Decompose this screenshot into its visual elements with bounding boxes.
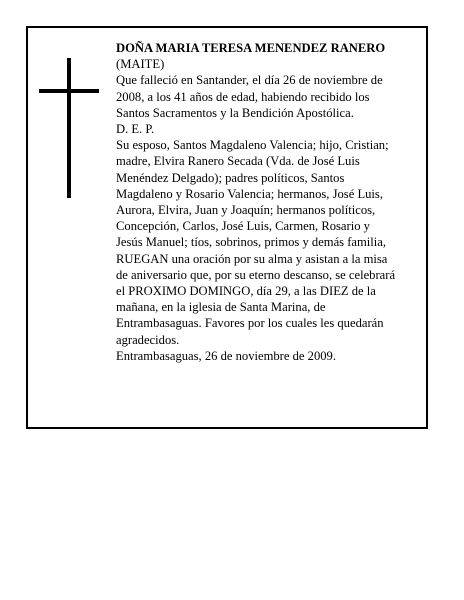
notice-line: 2008, a los 41 años de edad, habiendo recibido los	[116, 89, 370, 104]
notice-line: de aniversario que, por su eterno descanso, se celebrará	[116, 267, 396, 282]
notice-line: mañana, en la iglesia de Santa Marina, de	[116, 300, 326, 315]
notice-line: el PROXIMO DOMINGO, día 29, a las DIEZ de la	[116, 284, 376, 299]
notice-line: Magdaleno y Rosario Valencia; hermanos, José Luis,	[116, 186, 383, 201]
cross-horizontal-bar	[39, 89, 99, 93]
notice-text	[116, 40, 416, 364]
rest-in-peace: D. E. P.	[116, 122, 155, 137]
notice-line: Entrambasaguas. Favores por los cuales les quedarán	[116, 316, 384, 331]
obituary-notice	[26, 26, 428, 429]
notice-date-line: Entrambasaguas, 26 de noviembre de 2009.	[116, 348, 336, 363]
notice-line: Jesús Manuel; tíos, sobrinos, primos y demás familia,	[116, 235, 387, 250]
notice-line: RUEGAN una oración por su alma y asistan a la misa	[116, 251, 388, 266]
notice-line: madre, Elvira Ranero Secada (Vda. de José Luis	[116, 154, 360, 169]
cross-vertical-bar	[67, 58, 71, 198]
notice-line: Menéndez Delgado); padres políticos, Santos	[116, 170, 345, 185]
notice-line: Santos Sacramentos y la Bendición Apostólica.	[116, 105, 354, 120]
deceased-name: DOÑA MARIA TERESA MENENDEZ RANERO	[116, 41, 386, 55]
notice-line: agradecidos.	[116, 332, 180, 347]
notice-line: Aurora, Elvira, Juan y Joaquín; hermanos políticos,	[116, 203, 376, 218]
cross-icon	[39, 58, 99, 198]
notice-line: Que falleció en Santander, el día 26 de noviembre de	[116, 73, 383, 88]
notice-line: Su esposo, Santos Magdaleno Valencia; hijo, Cristian;	[116, 138, 389, 153]
notice-line: Concepción, Carlos, José Luis, Carmen, Rosario y	[116, 219, 370, 234]
deceased-nickname: (MAITE)	[116, 57, 165, 72]
